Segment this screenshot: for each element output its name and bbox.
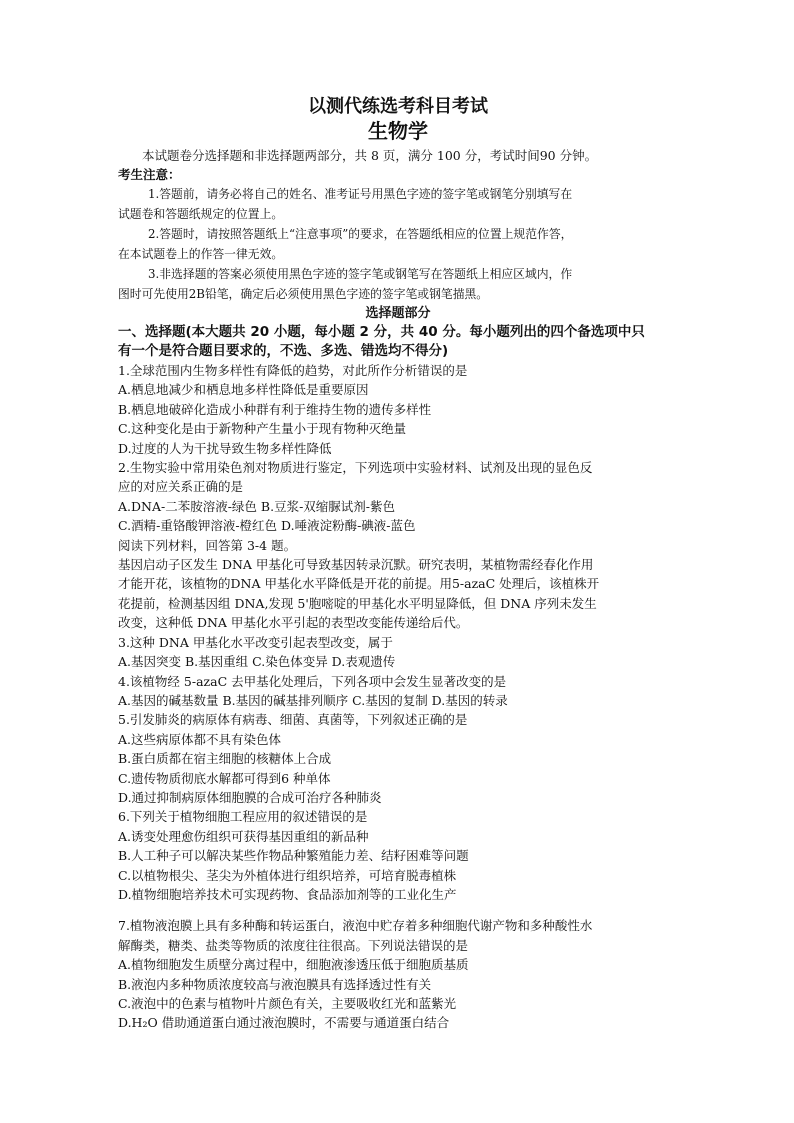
section-heading: 有一个是符合题目要求的，不选、多选、错选均不得分) — [118, 343, 449, 359]
option-line: B.液泡内多种物质浓度较高与液泡膜具有选择透过性有关 — [118, 976, 432, 992]
question-line: 解酶类，糖类、盐类等物质的浓度往往很高。下列说法错误的是 — [118, 937, 469, 953]
notice-line: 图时可先使用2B铅笔，确定后必须使用黑色字迹的签字笔或钢笔描黑。 — [118, 287, 489, 301]
option-line: C.液泡中的色素与植物叶片颜色有关，主要吸收红光和蓝紫光 — [118, 996, 457, 1011]
option-line: A.这些病原体都不具有染色体 — [118, 731, 282, 747]
notice-line: 2.答题时，请按照答题纸上“注意事项”的要求，在答题纸相应的位置上规范作答， — [148, 227, 573, 241]
notice-line: 试题卷和答题纸规定的位置上。 — [118, 207, 284, 221]
option-line: D.植物细胞培养技术可实现药物、食品添加剂等的工业化生产 — [118, 886, 457, 902]
question-line: 7.植物液泡膜上具有多种酶和转运蛋白，液泡中贮存着多种细胞代谢产物和多种酸性水 — [118, 918, 593, 934]
option-line: C.这种变化是由于新物种产生量小于现有物种灭绝量 — [118, 421, 407, 437]
section-heading: 一、选择题(本大题共 20 小题，每小题 2 分，共 40 分。每小题列出的四个备选项中只 — [118, 324, 645, 340]
question-line: 6.下列关于植物细胞工程应用的叙述错误的是 — [118, 809, 368, 825]
exam-page — [118, 96, 678, 1033]
question-line: 2.生物实验中常用染色剂对物质进行鉴定，下列选项中实验材料、试剂及出现的显色反 — [118, 460, 593, 476]
question-line: 3.这种 DNA 甲基化水平改变引起表型改变，属于 — [118, 634, 393, 650]
question-line: 1.全球范围内生物多样性有降低的趋势，对此所作分析错误的是 — [118, 363, 468, 378]
material-intro: 阅读下列材料，回答第 3-4 题。 — [118, 537, 297, 553]
exam-intro: 本试题卷分选择题和非选择题两部分，共 8 页，满分 100 分，考试时间90 分钟。 — [142, 148, 598, 163]
option-line: C.以植物根尖、茎尖为外植体进行组织培养，可培育脱毒植株 — [118, 867, 457, 883]
question-line: 5.引发肺炎的病原体有病毒、细菌、真菌等，下列叙述正确的是 — [118, 712, 468, 728]
option-line: A.基因突变 B.基因重组 C.染色体变异 D.表观遗传 — [118, 654, 396, 670]
notice-line: 在本试题卷上的作答一律无效。 — [118, 247, 284, 261]
question-line: 应的对应关系正确的是 — [118, 479, 244, 495]
notice-line: 1.答题前，请务必将自己的姓名、准考证号用黑色字迹的签字笔或钢笔分别填写在 — [148, 187, 573, 201]
option-line: D.通过抑制病原体细胞膜的合成可治疗各种肺炎 — [118, 789, 382, 805]
option-line: A.基因的碱基数量 B.基因的碱基排列顺序 C.基因的复制 D.基因的转录 — [118, 692, 508, 708]
section-title: 选择题部分 — [365, 306, 431, 321]
material-line: 基因启动子区发生 DNA 甲基化可导致基因转录沉默。研究表明，某植物需经春化作用 — [118, 557, 594, 573]
subject-title: 生物学 — [368, 119, 428, 143]
material-line: 花提前，检测基因组 DNA,发现 5'胞嘧啶的甲基化水平明显降低，但 DNA 序列未发生 — [118, 595, 597, 611]
exam-title: 以测代练选考科目考试 — [308, 96, 488, 117]
option-line: D.过度的人为干扰导致生物多样性降低 — [118, 440, 332, 456]
option-line: A.植物细胞发生质壁分离过程中，细胞液渗透压低于细胞质基质 — [118, 957, 469, 973]
option-line: B.蛋白质都在宿主细胞的核糖体上合成 — [118, 751, 332, 767]
option-line: A.栖息地减少和栖息地多样性降低是重要原因 — [118, 382, 369, 398]
notice-heading: 考生注意： — [118, 167, 181, 182]
option-line: C.遗传物质彻底水解都可得到6 种单体 — [118, 770, 331, 786]
option-line: A.DNA-二苯胺溶液-绿色 B.豆浆-双缩脲试剂-紫色 — [118, 498, 396, 514]
option-line: B.栖息地破碎化造成小种群有利于维持生物的遗传多样性 — [118, 401, 432, 417]
option-line: D.H₂O 借助通道蛋白通过液泡膜时，不需要与通道蛋白结合 — [118, 1015, 450, 1031]
question-line: 4.该植物经 5-azaC 去甲基化处理后，下列各项中会发生显著改变的是 — [118, 673, 507, 689]
material-line: 才能开花，该植物的DNA 甲基化水平降低是开花的前提。用5-azaC 处理后，该植株开 — [118, 576, 600, 592]
spacer — [118, 904, 678, 916]
option-line: C.酒精-重铬酸钾溶液-橙红色 D.唾液淀粉酶-碘液-蓝色 — [118, 518, 416, 534]
option-line: B.人工种子可以解决某些作物品种繁殖能力差、结籽困难等问题 — [118, 848, 469, 864]
option-line: A.诱变处理愈伤组织可获得基因重组的新品种 — [118, 828, 369, 844]
notice-line: 3.非选择题的答案必须使用黑色字迹的签字笔或钢笔写在答题纸上相应区域内，作 — [148, 267, 573, 281]
material-line: 改变，这种低 DNA 甲基化水平引起的表型改变能传递给后代。 — [118, 615, 469, 631]
